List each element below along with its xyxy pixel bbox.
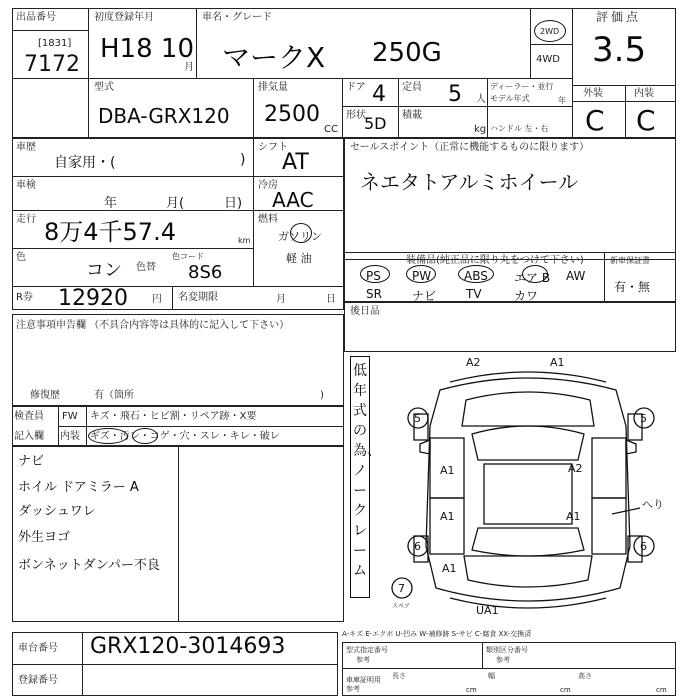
fw-label: FW: [62, 411, 78, 422]
chassis-number: GRX120-3014693: [90, 634, 286, 659]
lot-label: 出品番号: [16, 12, 56, 23]
first-reg-label: 初度登録年月: [94, 12, 154, 23]
recycle-label: R券: [16, 292, 33, 303]
eq-ps-circle: [360, 265, 390, 283]
category-ref: 参考: [496, 656, 510, 664]
fuel-circle: [290, 223, 312, 243]
eq-pw: PW: [412, 269, 432, 283]
doors: 4: [372, 82, 386, 107]
grade: 250G: [372, 38, 442, 68]
no-claim-text: 低年式の為、ノークレーム: [353, 363, 381, 579]
mark-right-rear: 6: [640, 540, 647, 553]
month-unit: 月: [184, 62, 194, 73]
form-label: 型式指定番号: [346, 646, 388, 654]
entry-label: 記入欄: [14, 431, 44, 442]
shaken-day: 日): [224, 196, 243, 211]
lot-sub: [1831]: [38, 38, 72, 49]
model-value: DBA-GRX120: [98, 104, 230, 128]
model-year-label: モデル年式: [490, 94, 530, 103]
interior-grade: C: [636, 104, 656, 137]
fuel-gas: ガソリン: [278, 230, 322, 243]
mark-spare: 7: [398, 582, 405, 595]
int-label: 内装: [60, 431, 80, 442]
tc-month: 月: [276, 294, 286, 305]
dealer-label: ディーラー・並行: [490, 82, 554, 91]
hw-note-5: ボンネットダンパー不良: [18, 558, 160, 573]
exterior-label: 外装: [583, 88, 603, 99]
form-ref: 参考: [356, 656, 370, 664]
color-code: 8S6: [188, 262, 223, 283]
model-label: 型式: [94, 82, 114, 93]
color-code-label: 色コード: [172, 252, 204, 261]
cm-3: cm: [656, 686, 667, 694]
repaint-label: 色替: [136, 262, 156, 273]
chassis-label: 車台番号: [18, 643, 58, 654]
notes-label: 注意事項申告欄 （不具合内容等は具体的に記入して下さい）: [16, 320, 290, 331]
eq-airbag: エア B: [514, 271, 551, 285]
later-label: 後日品: [350, 306, 380, 317]
mark-door-rr: A1: [566, 510, 581, 523]
displacement: 2500: [264, 102, 320, 127]
mileage: 8万4千57.4: [44, 218, 176, 246]
exterior-grade: C: [585, 104, 605, 137]
damage-legend: A-キズ E-エクボ U-凹み W-補修跡 S-サビ C-腐食 XX-交換済: [342, 630, 532, 638]
usage-label: 車歴: [16, 142, 36, 153]
eq-sr: SR: [366, 287, 382, 301]
selling-label: セールスポイント（正常に機能するものに限ります）: [350, 142, 590, 153]
mark-door-rf: A2: [568, 462, 583, 475]
mileage-label: 走行: [16, 214, 36, 225]
car-name: マークX: [222, 41, 326, 74]
capacity-label: 定員: [402, 82, 422, 93]
hw-note-3: ダッシュワレ: [18, 504, 96, 519]
cert-label: 車庫証明用参考: [346, 676, 381, 693]
mark-top-left: A2: [466, 356, 481, 369]
displacement-label: 排気量: [258, 82, 288, 93]
eq-airbag-circle: [522, 265, 548, 283]
title-change-label: 名変期限: [178, 292, 218, 303]
grade-label: 評価点: [596, 10, 642, 24]
equipment-label: 装備品(純正品に限り丸をつけて下さい): [406, 255, 584, 266]
mark-spare-label: スペア: [392, 603, 411, 610]
mark-left-rear: 6: [414, 540, 421, 553]
ac-label: 冷房: [258, 180, 278, 191]
eq-ps: PS: [366, 269, 381, 283]
capacity: 5: [448, 82, 462, 107]
lot-number: 7172: [24, 52, 80, 77]
drive-4wd: 4WD: [536, 54, 560, 65]
shaken-month: 月(: [166, 196, 185, 211]
cm-1: cm: [466, 686, 477, 694]
eq-abs-circle: [458, 265, 494, 283]
mark-leader: へり: [642, 498, 664, 511]
cc-unit: CC: [324, 124, 338, 135]
color-value: コン: [86, 260, 122, 281]
yen-unit: 円: [152, 294, 162, 305]
warranty-value: 有・無: [614, 280, 651, 294]
mark-door-lf: A1: [440, 464, 455, 477]
load-label: 積載: [402, 110, 422, 121]
usage-close: ): [240, 152, 246, 168]
width-label: 幅: [488, 672, 495, 680]
mark-door-lr: A1: [440, 510, 455, 523]
later-block: [344, 302, 676, 352]
selling-block: [344, 138, 676, 260]
shift: AT: [282, 150, 309, 175]
warranty-label: 新車保証書: [610, 256, 650, 265]
kg-unit: kg: [474, 124, 487, 135]
shaken-label: 車検: [16, 180, 36, 191]
ac: AAC: [272, 188, 314, 212]
hw-note-1: ナビ: [18, 454, 45, 469]
hw-note-2: ホイル ドアミラー A: [18, 480, 139, 495]
int-scratch-circle: [88, 428, 128, 444]
usage-value: 自家用・(: [54, 155, 116, 171]
mark-top-right: A1: [550, 356, 565, 369]
no-claim-stamp: [350, 356, 381, 598]
first-reg-value: H18 10: [100, 34, 194, 64]
int-dirt-circle: [132, 428, 158, 444]
person-unit: 人: [476, 94, 486, 105]
mark-left-front: 5: [414, 412, 421, 425]
km-unit: km: [238, 236, 251, 245]
shift-label: シフト: [258, 142, 288, 153]
eq-leather: カワ: [514, 289, 539, 303]
selling-text: ネエタトアルミホイール: [360, 170, 579, 194]
drive-2wd: 2WD: [540, 27, 560, 36]
shape-label: 形状: [346, 110, 366, 121]
fw-items: キズ・飛石・ヒビ割・リペア跡・X要: [90, 411, 257, 422]
repair-close: ): [320, 390, 324, 401]
car-name-label: 車名・グレード: [202, 12, 272, 23]
fuel-diesel: 軽 油: [286, 252, 312, 265]
color-label: 色: [16, 252, 26, 263]
reg-label: 登録番号: [18, 675, 58, 686]
shape: 5D: [364, 114, 387, 133]
height-label: 高さ: [578, 672, 592, 680]
eq-aw: AW: [566, 269, 586, 283]
fuel-label: 燃料: [258, 214, 278, 225]
doors-label: ドア: [346, 82, 366, 93]
repair-value: 有（箇所: [94, 390, 134, 401]
inspector-label: 検査員: [14, 411, 44, 422]
eq-pw-circle: [406, 265, 436, 283]
mark-right-front: 5: [640, 412, 647, 425]
mark-bottom: UA1: [476, 604, 499, 617]
length-label: 長さ: [392, 672, 406, 680]
mark-body-left-low: A1: [442, 562, 457, 575]
year-unit: 年: [558, 96, 566, 105]
int-items: ギズ・汚レ・コゲ・穴・スレ・キレ・破レ: [90, 431, 280, 442]
handle-label: ハンドル 左・右: [490, 124, 549, 133]
eq-abs: ABS: [464, 269, 488, 283]
car-diagram: [380, 356, 676, 620]
interior-label: 内装: [634, 88, 654, 99]
tc-day: 日: [326, 294, 336, 305]
cm-2: cm: [560, 686, 571, 694]
hw-note-4: 外生ヨゴ: [18, 530, 71, 545]
repair-label: 修復歴: [30, 390, 60, 401]
eq-navi: ナビ: [412, 289, 437, 303]
score: 3.5: [592, 30, 647, 70]
category-label: 類別区分番号: [486, 646, 528, 654]
eq-tv: TV: [466, 287, 482, 301]
recycle-value: 12920: [58, 286, 128, 311]
shaken-year: 年: [104, 196, 118, 211]
